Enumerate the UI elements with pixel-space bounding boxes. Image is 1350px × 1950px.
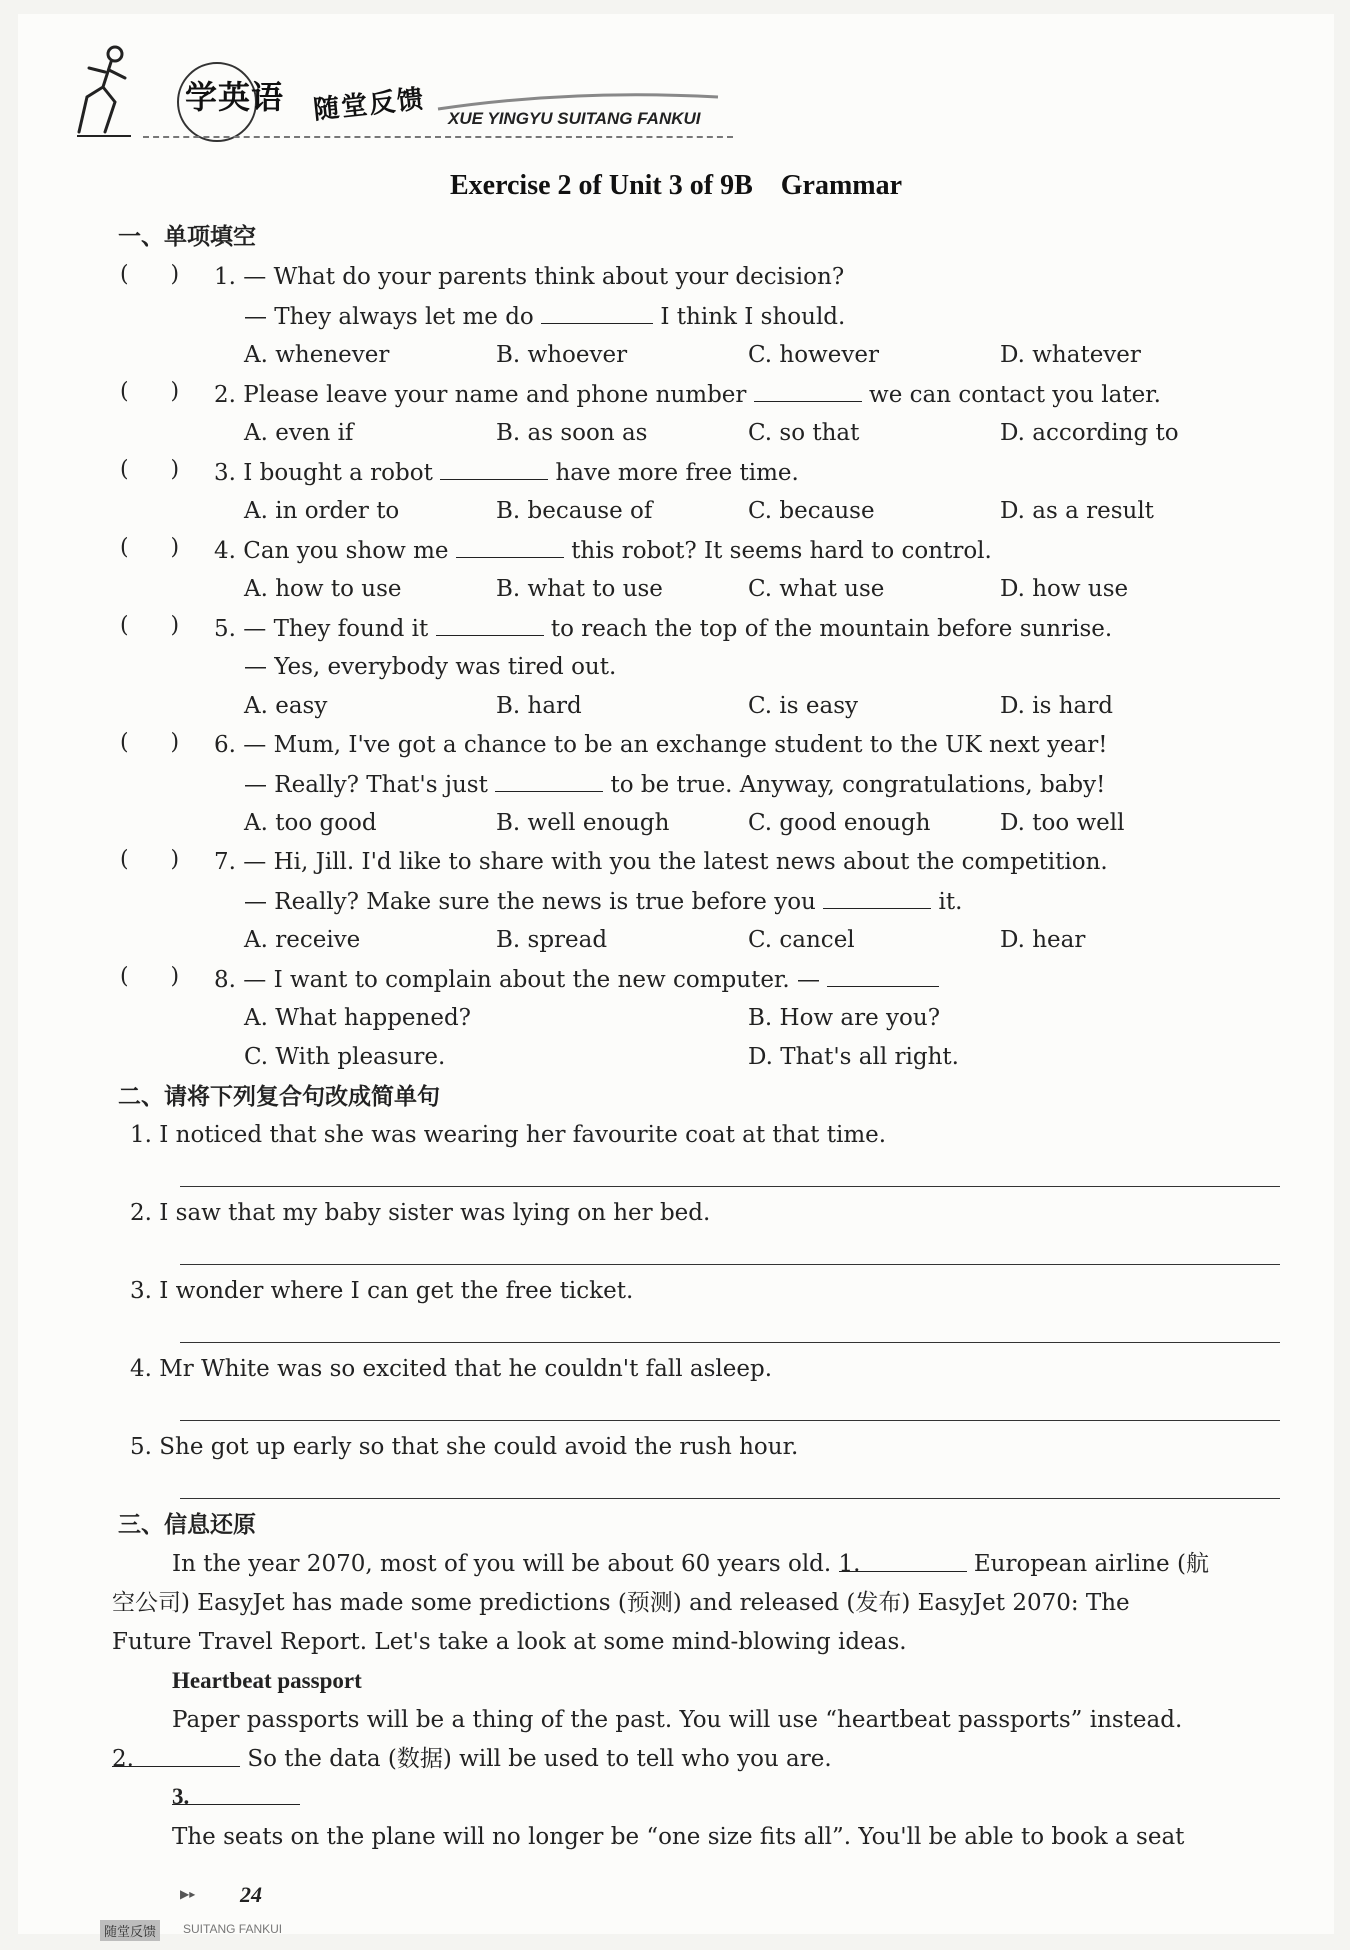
blank-number: 3. — [172, 1784, 190, 1809]
option-c: C. however — [748, 342, 879, 368]
passage-text: In the year 2070, most of you will be about 60 years old. — [172, 1551, 832, 1577]
option-d: D. whatever — [1000, 342, 1141, 368]
question-text: I think I should. — [660, 304, 846, 330]
answer-paren[interactable]: ( ) — [120, 379, 180, 404]
option-d: D. according to — [1000, 420, 1179, 446]
header-title-cn: 学英语 — [185, 78, 285, 116]
option-a: A. how to use — [244, 576, 402, 602]
section1-heading: 一、单项填空 — [118, 224, 256, 250]
answer-blank-3[interactable] — [172, 1782, 300, 1809]
blank-number: 1. — [838, 1551, 861, 1577]
section3-heading: 三、信息还原 — [118, 1512, 256, 1538]
rewrite-item: 4. Mr White was so excited that he couldn't fall asleep. — [130, 1356, 773, 1382]
answer-paren[interactable]: ( ) — [120, 847, 180, 872]
option-c: C. is easy — [748, 693, 858, 719]
question-text: have more free time. — [555, 460, 799, 486]
question-text: — Really? That's just — [244, 772, 488, 798]
footer-tag: 随堂反馈 — [100, 1920, 160, 1941]
option-a: A. receive — [244, 927, 361, 953]
question-text: to reach the top of the mountain before sunrise. — [550, 616, 1113, 642]
option-b: B. spread — [496, 927, 608, 953]
option-a: A. whenever — [244, 342, 390, 368]
question-text: I bought a robot — [243, 460, 433, 486]
passage-text: European airline (航 — [973, 1551, 1209, 1577]
question-3 — [214, 457, 799, 488]
answer-blank[interactable] — [456, 535, 564, 558]
passage-line — [172, 1549, 1209, 1579]
question-number: 6. — [214, 732, 236, 758]
question-text: — Really? Make sure the news is true before you — [244, 889, 816, 915]
rewrite-item: 1. I noticed that she was wearing her favourite coat at that time. — [130, 1122, 887, 1148]
answer-line[interactable] — [180, 1264, 1280, 1265]
question-text: to be true. Anyway, congratulations, baby! — [610, 772, 1106, 798]
answer-blank-2[interactable] — [112, 1744, 240, 1772]
header-divider — [143, 136, 733, 138]
page-number: 24 — [240, 1882, 262, 1907]
answer-paren[interactable]: ( ) — [120, 964, 180, 989]
passage-line: The seats on the plane will no longer be “one size fits all”. You'll be able to book a seat — [172, 1824, 1185, 1850]
question-7-line2 — [244, 886, 962, 917]
question-number: 5. — [214, 616, 236, 642]
answer-blank[interactable] — [541, 301, 653, 324]
option-c: C. so that — [748, 420, 860, 446]
option-c: C. good enough — [748, 810, 931, 836]
answer-line[interactable] — [180, 1186, 1280, 1187]
answer-blank[interactable] — [827, 964, 939, 987]
answer-blank[interactable] — [436, 613, 544, 636]
subheading-blank-3 — [172, 1782, 300, 1812]
rewrite-item: 3. I wonder where I can get the free ticket. — [130, 1278, 634, 1304]
option-a: A. in order to — [244, 498, 400, 524]
option-c: C. what use — [748, 576, 885, 602]
option-d: D. as a result — [1000, 498, 1154, 524]
section2-heading: 二、请将下列复合句改成简单句 — [118, 1084, 440, 1110]
option-b: B. hard — [496, 693, 582, 719]
question-number: 1. — [214, 264, 236, 290]
answer-blank-1[interactable] — [838, 1549, 967, 1577]
answer-paren[interactable]: ( ) — [120, 457, 180, 482]
question-2 — [214, 379, 1161, 410]
worksheet-page — [18, 14, 1334, 1940]
question-text: — Mum, I've got a chance to be an exchange student to the UK next year! — [243, 732, 1108, 758]
question-text: it. — [938, 889, 963, 915]
answer-line[interactable] — [180, 1498, 1280, 1499]
option-a: A. too good — [244, 810, 377, 836]
answer-paren[interactable]: ( ) — [120, 535, 180, 560]
question-text: we can contact you later. — [869, 382, 1161, 408]
option-a: A. even if — [244, 420, 354, 446]
option-d: D. too well — [1000, 810, 1125, 836]
passage-line — [112, 1744, 832, 1774]
answer-line[interactable] — [180, 1420, 1280, 1421]
answer-blank[interactable] — [495, 769, 603, 792]
option-d: D. is hard — [1000, 693, 1113, 719]
question-text: — I want to complain about the new computer. — — [243, 967, 821, 993]
answer-paren[interactable]: ( ) — [120, 262, 180, 287]
option-c: C. cancel — [748, 927, 855, 953]
question-text: — What do your parents think about your decision? — [243, 264, 845, 290]
page-arrow-icon: ▶▸ — [180, 1887, 196, 1901]
question-7 — [214, 847, 1108, 877]
question-number: 3. — [214, 460, 236, 486]
option-b: B. because of — [496, 498, 653, 524]
question-text: — They always let me do — [244, 304, 534, 330]
answer-blank[interactable] — [754, 379, 862, 402]
option-c: C. because — [748, 498, 875, 524]
question-5 — [214, 613, 1112, 644]
rewrite-item: 5. She got up early so that she could avoid the rush hour. — [130, 1434, 799, 1460]
option-a: A. What happened? — [244, 1005, 472, 1031]
question-text: this robot? It seems hard to control. — [571, 538, 992, 564]
header-banner — [73, 32, 703, 142]
question-number: 7. — [214, 849, 236, 875]
option-c: C. With pleasure. — [244, 1044, 446, 1070]
question-number: 2. — [214, 382, 236, 408]
option-b: B. what to use — [496, 576, 663, 602]
question-text: Please leave your name and phone number — [243, 382, 747, 408]
question-text: Can you show me — [243, 538, 449, 564]
question-6 — [214, 730, 1108, 760]
option-a: A. easy — [244, 693, 328, 719]
question-text: — They found it — [243, 616, 429, 642]
question-6-line2 — [244, 769, 1105, 800]
option-b: B. well enough — [496, 810, 670, 836]
passage-line: Paper passports will be a thing of the past. You will use “heartbeat passports” instead. — [172, 1707, 1183, 1733]
runner-logo-icon — [75, 42, 133, 142]
blank-number: 2. — [112, 1746, 134, 1772]
passage-line: Future Travel Report. Let's take a look at some mind-blowing ideas. — [112, 1629, 907, 1655]
answer-line[interactable] — [180, 1342, 1280, 1343]
option-d: D. That's all right. — [748, 1044, 959, 1070]
option-b: B. as soon as — [496, 420, 648, 446]
question-number: 4. — [214, 538, 236, 564]
option-d: D. hear — [1000, 927, 1086, 953]
question-4 — [214, 535, 992, 566]
passage-text: So the data (数据) will be used to tell who you are. — [247, 1746, 832, 1772]
question-number: 8. — [214, 967, 236, 993]
answer-blank[interactable] — [440, 457, 548, 480]
option-b: B. whoever — [496, 342, 628, 368]
header-subtitle-cn: 随堂反馈 — [312, 84, 427, 126]
page-title: Exercise 2 of Unit 3 of 9B Grammar — [449, 170, 903, 201]
answer-paren[interactable]: ( ) — [120, 613, 180, 638]
footer-tag-pinyin: SUITANG FANKUI — [183, 1922, 283, 1936]
question-5-line2: — Yes, everybody was tired out. — [244, 654, 617, 680]
question-8 — [214, 964, 939, 995]
option-d: D. how use — [1000, 576, 1129, 602]
subheading-heartbeat-passport: Heartbeat passport — [172, 1668, 362, 1693]
question-1 — [214, 262, 844, 292]
header-pinyin: XUE YINGYU SUITANG FANKUI — [448, 109, 701, 128]
passage-line: 空公司) EasyJet has made some predictions (预测) and released (发布) EasyJet 2070: The — [112, 1590, 1130, 1616]
answer-blank[interactable] — [823, 886, 931, 909]
option-b: B. How are you? — [748, 1005, 941, 1031]
question-1-line2 — [244, 301, 845, 332]
answer-paren[interactable]: ( ) — [120, 730, 180, 755]
rewrite-item: 2. I saw that my baby sister was lying on her bed. — [130, 1200, 711, 1226]
question-text: — Hi, Jill. I'd like to share with you the latest news about the competition. — [243, 849, 1108, 875]
